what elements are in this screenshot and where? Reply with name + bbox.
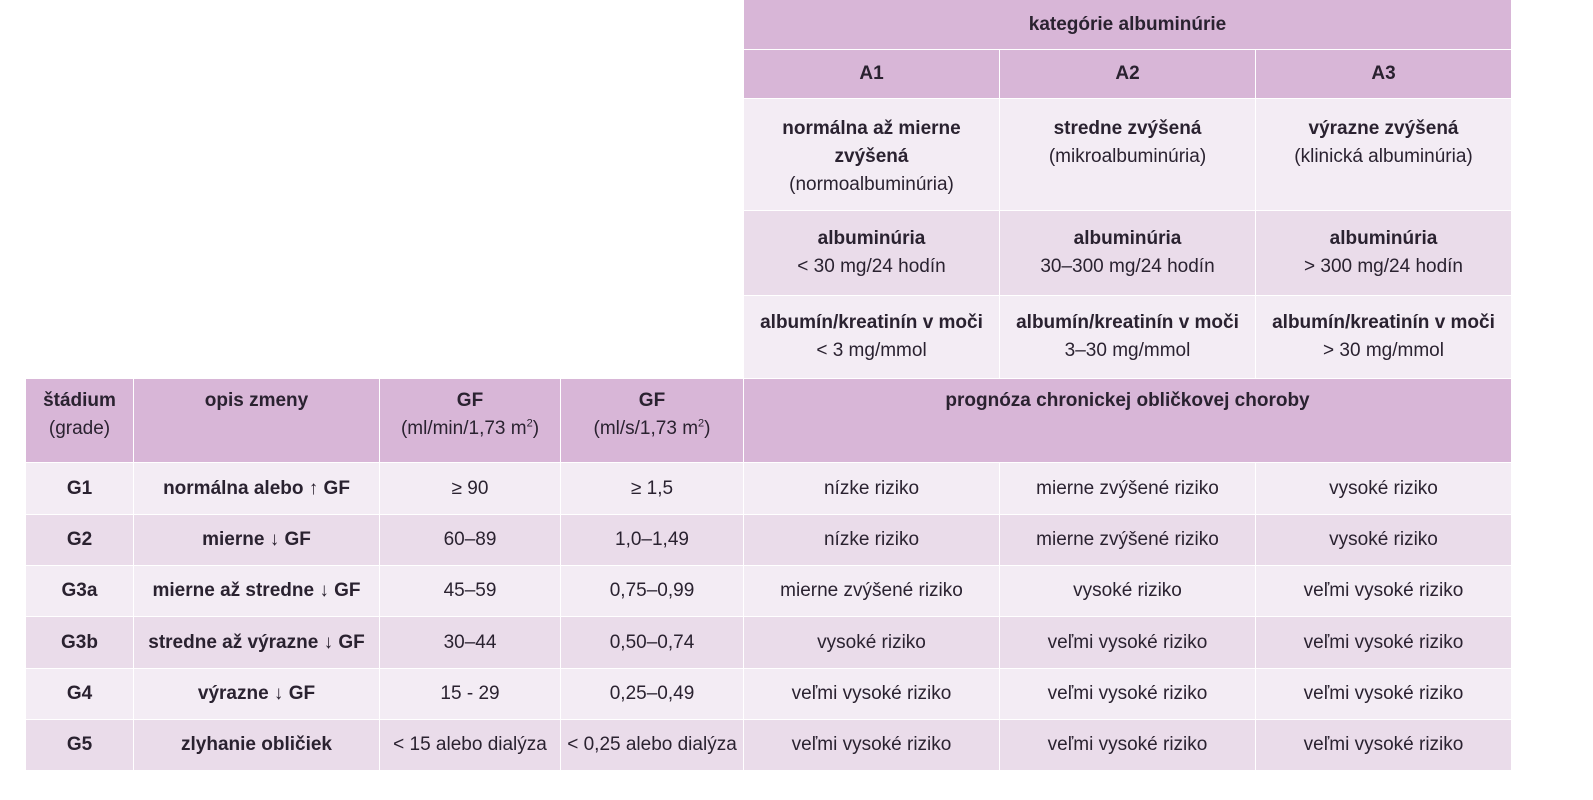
row-gf-ml-s: 0,50–0,74	[561, 617, 743, 668]
category-description-note: (mikroalbuminúria)	[1048, 146, 1207, 167]
ratio-range: < 3 mg/mmol	[816, 340, 927, 361]
albuminuria-label: albuminúria	[1329, 228, 1438, 249]
row-description: normálna alebo ↑ GF	[134, 463, 379, 514]
row-description: mierne ↓ GF	[134, 515, 379, 565]
category-description-label: normálna až mierne zvýšená	[782, 118, 961, 167]
albuminuria-label: albuminúria	[817, 228, 926, 249]
albuminuria-value-a3	[1256, 211, 1511, 295]
row-gf-ml-min: 30–44	[380, 617, 560, 668]
row-gf-ml-s: 1,0–1,49	[561, 515, 743, 565]
row-risk-a2: veľmi vysoké riziko	[1000, 720, 1255, 770]
row-description: zlyhanie obličiek	[134, 720, 379, 770]
row-risk-a1: veľmi vysoké riziko	[744, 669, 999, 719]
header-description	[134, 379, 379, 462]
row-risk-a1: nízke riziko	[744, 463, 999, 514]
header-stage	[26, 379, 133, 462]
header-stage-label: štádium	[43, 390, 116, 411]
header-prognosis	[744, 379, 1511, 462]
row-risk-a1: mierne zvýšené riziko	[744, 566, 999, 616]
row-gf-ml-min: 60–89	[380, 515, 560, 565]
row-risk-a2: mierne zvýšené riziko	[1000, 515, 1255, 565]
albuminuria-range: < 30 mg/24 hodín	[797, 256, 946, 277]
ratio-value-a3	[1256, 296, 1511, 378]
row-risk-a3: veľmi vysoké riziko	[1256, 566, 1511, 616]
ratio-label: albumín/kreatinín v moči	[1272, 312, 1495, 333]
albuminuria-range: > 300 mg/24 hodín	[1304, 256, 1463, 277]
albuminuria-value-a1	[744, 211, 999, 295]
row-stage: G1	[26, 463, 133, 514]
category-code-a2: A2	[1000, 50, 1255, 98]
row-gf-ml-min: < 15 alebo dialýza	[380, 720, 560, 770]
row-stage: G3b	[26, 617, 133, 668]
albuminuria-label: albuminúria	[1073, 228, 1182, 249]
row-risk-a3: vysoké riziko	[1256, 463, 1511, 514]
ratio-range: > 30 mg/mmol	[1323, 340, 1444, 361]
row-risk-a1: veľmi vysoké riziko	[744, 720, 999, 770]
albuminuria-value-a2	[1000, 211, 1255, 295]
albuminuria-categories-title: kategórie albuminúrie	[744, 0, 1511, 49]
header-stage-sub: (grade)	[48, 418, 111, 439]
row-description: výrazne ↓ GF	[134, 669, 379, 719]
header-description-label: opis zmeny	[204, 390, 309, 411]
category-description-note: (normoalbuminúria)	[789, 174, 954, 195]
header-gf-ml-s	[561, 379, 743, 462]
row-risk-a1: nízke riziko	[744, 515, 999, 565]
ratio-value-a2	[1000, 296, 1255, 378]
row-stage: G2	[26, 515, 133, 565]
category-description-label: výrazne zvýšená	[1308, 118, 1459, 139]
row-description: mierne až stredne ↓ GF	[134, 566, 379, 616]
category-description-a3	[1256, 99, 1511, 210]
row-gf-ml-s: ≥ 1,5	[561, 463, 743, 514]
row-gf-ml-min: ≥ 90	[380, 463, 560, 514]
row-risk-a2: vysoké riziko	[1000, 566, 1255, 616]
header-gf-label: GF	[456, 390, 484, 411]
row-stage: G5	[26, 720, 133, 770]
category-description-label: stredne zvýšená	[1053, 118, 1202, 139]
row-risk-a2: mierne zvýšené riziko	[1000, 463, 1255, 514]
row-risk-a3: veľmi vysoké riziko	[1256, 617, 1511, 668]
ratio-label: albumín/kreatinín v moči	[1016, 312, 1239, 333]
ratio-label: albumín/kreatinín v moči	[760, 312, 983, 333]
row-gf-ml-s: 0,25–0,49	[561, 669, 743, 719]
row-risk-a3: veľmi vysoké riziko	[1256, 669, 1511, 719]
category-code-a3: A3	[1256, 50, 1511, 98]
row-gf-ml-s: 0,75–0,99	[561, 566, 743, 616]
category-description-a2	[1000, 99, 1255, 210]
row-description: stredne až výrazne ↓ GF	[134, 617, 379, 668]
header-gf-label: GF	[638, 390, 666, 411]
header-prognosis-label: prognóza chronickej obličkovej choroby	[945, 390, 1310, 411]
row-risk-a2: veľmi vysoké riziko	[1000, 617, 1255, 668]
header-gf-ml-min	[380, 379, 560, 462]
row-gf-ml-s: < 0,25 alebo dialýza	[561, 720, 743, 770]
header-gf-unit: (ml/min/1,73 $m^2$)	[400, 417, 540, 439]
row-risk-a1: vysoké riziko	[744, 617, 999, 668]
row-risk-a2: veľmi vysoké riziko	[1000, 669, 1255, 719]
ratio-range: 3–30 mg/mmol	[1064, 340, 1191, 361]
row-stage: G4	[26, 669, 133, 719]
header-gf-unit: (ml/s/1,73 $m^2$)	[593, 417, 711, 439]
row-gf-ml-min: 45–59	[380, 566, 560, 616]
category-code-a1: A1	[744, 50, 999, 98]
category-description-a1	[744, 99, 999, 210]
albuminuria-range: 30–300 mg/24 hodín	[1040, 256, 1215, 277]
category-description-note: (klinická albuminúria)	[1294, 146, 1473, 167]
row-stage: G3a	[26, 566, 133, 616]
row-gf-ml-min: 15 - 29	[380, 669, 560, 719]
ratio-value-a1	[744, 296, 999, 378]
row-risk-a3: veľmi vysoké riziko	[1256, 720, 1511, 770]
row-risk-a3: vysoké riziko	[1256, 515, 1511, 565]
